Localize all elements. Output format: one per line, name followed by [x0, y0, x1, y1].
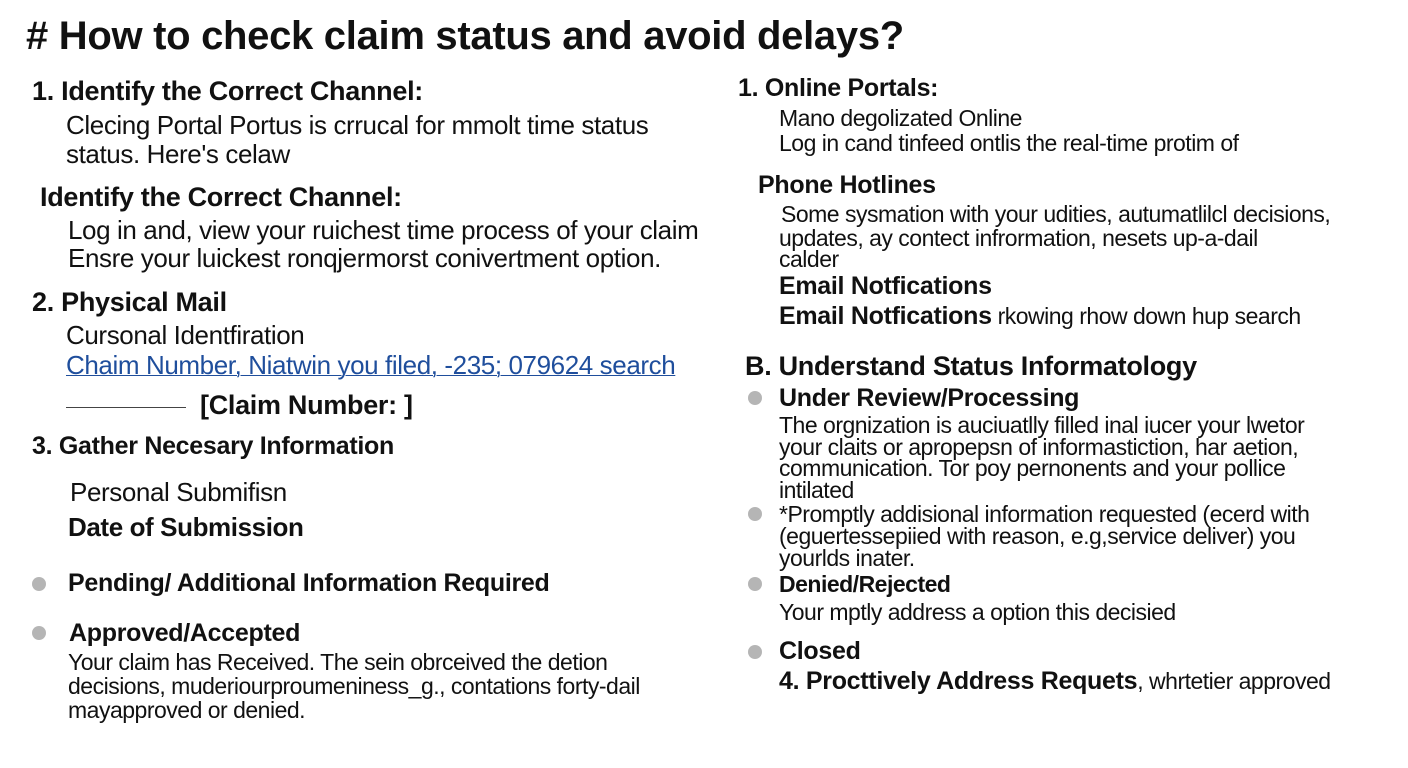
section-text-line: calder: [779, 246, 839, 272]
status-denied: Denied/Rejected: [779, 571, 951, 597]
section-text-line: Personal Submifisn: [70, 477, 287, 507]
section-heading-email-notifications: Email Notfications: [779, 272, 992, 300]
status-closed: Closed: [779, 637, 861, 665]
bullet-dot: [32, 626, 46, 640]
bullet-dot: [748, 391, 762, 405]
claim-number-link[interactable]: Chaim Number, Niatwin you filed, -235; 079624 search: [66, 350, 676, 380]
section-text-line: status. Here's celaw: [66, 139, 290, 169]
section-subheading: Cursonal Identfiration: [66, 320, 305, 350]
status-text-line: *Promptly addisional information requested (ecerd with: [779, 501, 1310, 527]
section-text-line: Ensre your luickest ronqjermorst conivertment option.: [68, 243, 661, 273]
proactively-address-tail: , whrtetier approved: [1137, 668, 1331, 694]
claim-number-rule: [66, 407, 186, 408]
status-text-line: The orgnization is auciuatlly filled inal iucer your lwetor: [779, 412, 1305, 438]
status-text-line: Your mptly address a option this decisied: [779, 599, 1176, 625]
status-text-line: intilated: [779, 477, 854, 503]
status-text-line: yourlds inater.: [779, 545, 915, 571]
status-text-line: Your claim has Received. The sein obrceived the detion: [68, 649, 608, 675]
status-approved: Approved/Accepted: [69, 619, 301, 647]
claim-number-field-label: [Claim Number: ]: [200, 390, 413, 420]
section-text-line: Log in and, view your ruichest time process of your claim: [68, 215, 699, 245]
section-text-line-bold: Date of Submission: [68, 512, 304, 542]
section-text-line: Mano degolizated Online: [779, 105, 1022, 131]
bullet-dot: [748, 645, 762, 659]
bullet-dot: [32, 577, 46, 591]
email-notifications-line: [779, 302, 1301, 331]
proactively-address-line: [779, 667, 1331, 696]
section-heading-gather-info: 3. Gather Necesary Information: [32, 432, 394, 460]
section-heading-status-info: B. Understand Status Informatology: [745, 351, 1197, 381]
section-heading-physical-mail: 2. Physical Mail: [32, 287, 227, 317]
status-text-line: communication. Tor poy pernonents and your pollice: [779, 455, 1286, 481]
section-heading-identify-channel: 1. Identify the Correct Channel:: [32, 76, 423, 106]
status-text-line: mayapproved or denied.: [68, 697, 306, 723]
section-text-line: updates, ay contect infrormation, nesets up-a-dail: [779, 225, 1258, 251]
bullet-dot: [748, 507, 762, 521]
email-notifications-label: Email Notfications: [779, 302, 992, 330]
section-text-line: Clecing Portal Portus is crrucal for mmolt time status: [66, 110, 649, 140]
section-heading-online-portals: 1. Online Portals:: [738, 74, 939, 102]
section-heading-proactively-address: 4. Procttively Address Requets: [779, 667, 1138, 695]
page-title: # How to check claim status and avoid delays?: [26, 14, 904, 58]
section-text-line: Some sysmation with your udities, autumatlilcl decisions,: [781, 201, 1331, 227]
section-heading-phone-hotlines: Phone Hotlines: [758, 171, 936, 199]
status-under-review: Under Review/Processing: [779, 384, 1080, 412]
status-text-line: your claits or apropepsn of informastiction, har aetion,: [779, 434, 1299, 460]
bullet-dot: [748, 577, 762, 591]
section-heading-identify-channel-repeat: Identify the Correct Channel:: [40, 182, 402, 212]
status-pending: Pending/ Additional Information Required: [68, 569, 550, 597]
status-text-line: (eguertessepiied with reason, e.g,service deliver) you: [779, 523, 1296, 549]
status-text-line: decisions, muderiourproumeniness_g., contations forty-dail: [68, 673, 640, 699]
email-notifications-tail: rkowing rhow down hup search: [991, 303, 1301, 329]
section-text-line: Log in cand tinfeed ontlis the real-time protim of: [779, 130, 1239, 156]
